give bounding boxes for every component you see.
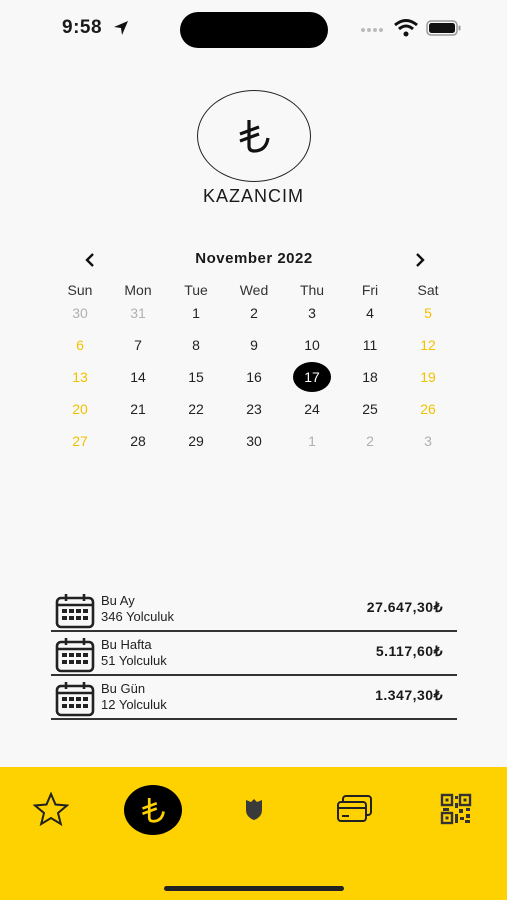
calendar-day[interactable] [225, 362, 283, 392]
shield-icon [243, 797, 265, 821]
home-indicator [164, 886, 344, 891]
day-number: 3 [424, 433, 432, 449]
tab-bar [0, 767, 507, 900]
calendar-day[interactable] [399, 426, 457, 456]
calendar-day[interactable] [341, 330, 399, 360]
credit-cards-icon [335, 794, 375, 824]
page-title: KAZANCIM [202, 186, 304, 206]
wifi-icon [393, 18, 419, 38]
day-number: 1 [192, 305, 200, 321]
calendar-day[interactable] [51, 426, 109, 456]
star-icon [33, 792, 69, 826]
day-number: 23 [246, 401, 262, 417]
stat-amount: 5.117,60₺ [375, 643, 443, 659]
weekday-label: Thu [299, 282, 325, 298]
calendar-day[interactable] [283, 330, 341, 360]
calendar-day[interactable] [283, 394, 341, 424]
stat-period-label: Bu Gün [101, 681, 146, 696]
day-number: 26 [420, 401, 436, 417]
calendar-week [51, 298, 457, 328]
day-number: 17 [293, 362, 331, 392]
earnings-summary [51, 588, 457, 720]
status-time: 9:58 [62, 17, 103, 38]
calendar-icon [55, 637, 95, 673]
day-number: 29 [188, 433, 204, 449]
stat-row[interactable] [51, 676, 457, 720]
calendar-day[interactable] [283, 298, 341, 328]
calendar-day-selected[interactable] [283, 362, 341, 392]
day-number: 18 [362, 369, 378, 385]
calendar-day[interactable] [399, 394, 457, 424]
tab-cards[interactable] [333, 787, 377, 831]
day-number: 27 [72, 433, 88, 449]
weekday-label: Fri [361, 282, 379, 298]
day-number: 10 [304, 337, 320, 353]
day-number: 8 [192, 337, 200, 353]
calendar-day[interactable] [167, 330, 225, 360]
battery-icon [426, 19, 462, 37]
stat-trip-count: 51 Yolculuk [101, 653, 167, 668]
calendar-header [70, 248, 438, 272]
calendar-day[interactable] [341, 362, 399, 392]
day-number: 21 [130, 401, 146, 417]
chevron-left-icon[interactable] [80, 250, 100, 270]
calendar-day[interactable] [51, 394, 109, 424]
weekday-label: Sun [67, 282, 93, 298]
day-number: 11 [362, 337, 378, 353]
earnings-logo [197, 90, 311, 182]
calendar-day[interactable] [109, 362, 167, 392]
weekday-label: Tue [184, 282, 208, 298]
calendar-day[interactable] [109, 298, 167, 328]
calendar-day[interactable] [225, 330, 283, 360]
calendar-icon [55, 681, 95, 717]
calendar-day[interactable] [341, 298, 399, 328]
day-number: 12 [420, 337, 436, 353]
day-number: 1 [308, 433, 316, 449]
month-label: November 2022 [195, 250, 313, 267]
calendar-day[interactable] [341, 394, 399, 424]
tab-earnings[interactable] [124, 785, 182, 835]
calendar-day[interactable] [167, 362, 225, 392]
day-number: 16 [246, 369, 262, 385]
calendar-day[interactable] [51, 330, 109, 360]
stat-amount: 27.647,30₺ [366, 599, 443, 615]
location-arrow-icon [112, 19, 130, 37]
day-number: 20 [72, 401, 88, 417]
day-number: 9 [250, 337, 258, 353]
day-number: 5 [424, 305, 432, 321]
tab-qr[interactable] [434, 787, 478, 831]
stat-trip-count: 346 Yolculuk [101, 609, 175, 624]
tab-favorites[interactable] [29, 787, 73, 831]
day-number: 24 [304, 401, 320, 417]
calendar-day[interactable] [399, 362, 457, 392]
day-number: 19 [420, 369, 436, 385]
calendar-icon [55, 593, 95, 629]
weekday-label: Wed [239, 282, 269, 298]
calendar-day[interactable] [225, 298, 283, 328]
qr-code-icon [440, 793, 472, 825]
day-number: 4 [366, 305, 374, 321]
calendar-day[interactable] [167, 426, 225, 456]
stat-trip-count: 12 Yolculuk [101, 697, 167, 712]
day-number: 7 [134, 337, 142, 353]
calendar-day[interactable] [167, 394, 225, 424]
weekday-label: Mon [124, 282, 152, 298]
day-number: 15 [188, 369, 204, 385]
calendar-day[interactable] [51, 298, 109, 328]
calendar-day[interactable] [109, 330, 167, 360]
stat-row[interactable] [51, 588, 457, 632]
day-number: 3 [308, 305, 316, 321]
day-number: 28 [130, 433, 146, 449]
calendar-day[interactable] [109, 426, 167, 456]
calendar-day[interactable] [109, 394, 167, 424]
calendar-week [51, 330, 457, 360]
day-number: 2 [250, 305, 258, 321]
day-number: 25 [362, 401, 378, 417]
day-number: 30 [246, 433, 262, 449]
status-bar [0, 0, 507, 58]
day-number: 22 [188, 401, 204, 417]
weekday-row [51, 282, 457, 298]
lira-icon [234, 116, 274, 156]
calendar-day[interactable] [225, 426, 283, 456]
day-number: 30 [72, 305, 88, 321]
calendar-week [51, 426, 457, 456]
calendar-day[interactable] [51, 362, 109, 392]
calendar-week [51, 362, 457, 392]
day-number: 31 [130, 305, 146, 321]
stat-period-label: Bu Ay [101, 593, 135, 608]
calendar-day[interactable] [225, 394, 283, 424]
calendar-day[interactable] [399, 330, 457, 360]
tab-security[interactable] [232, 787, 276, 831]
stat-period-label: Bu Hafta [101, 637, 152, 652]
calendar-day[interactable] [399, 298, 457, 328]
calendar-day[interactable] [283, 426, 341, 456]
cellular-signal-icon [360, 25, 386, 35]
day-number: 13 [72, 369, 88, 385]
lira-icon [138, 794, 168, 826]
day-number: 14 [130, 369, 146, 385]
stat-row[interactable] [51, 632, 457, 676]
dynamic-island [180, 12, 328, 48]
calendar-day[interactable] [341, 426, 399, 456]
stat-amount: 1.347,30₺ [375, 687, 443, 703]
calendar-week [51, 394, 457, 424]
calendar-day[interactable] [167, 298, 225, 328]
day-number: 2 [366, 433, 374, 449]
chevron-right-icon[interactable] [410, 250, 430, 270]
weekday-label: Sat [417, 282, 439, 298]
day-number: 6 [76, 337, 84, 353]
